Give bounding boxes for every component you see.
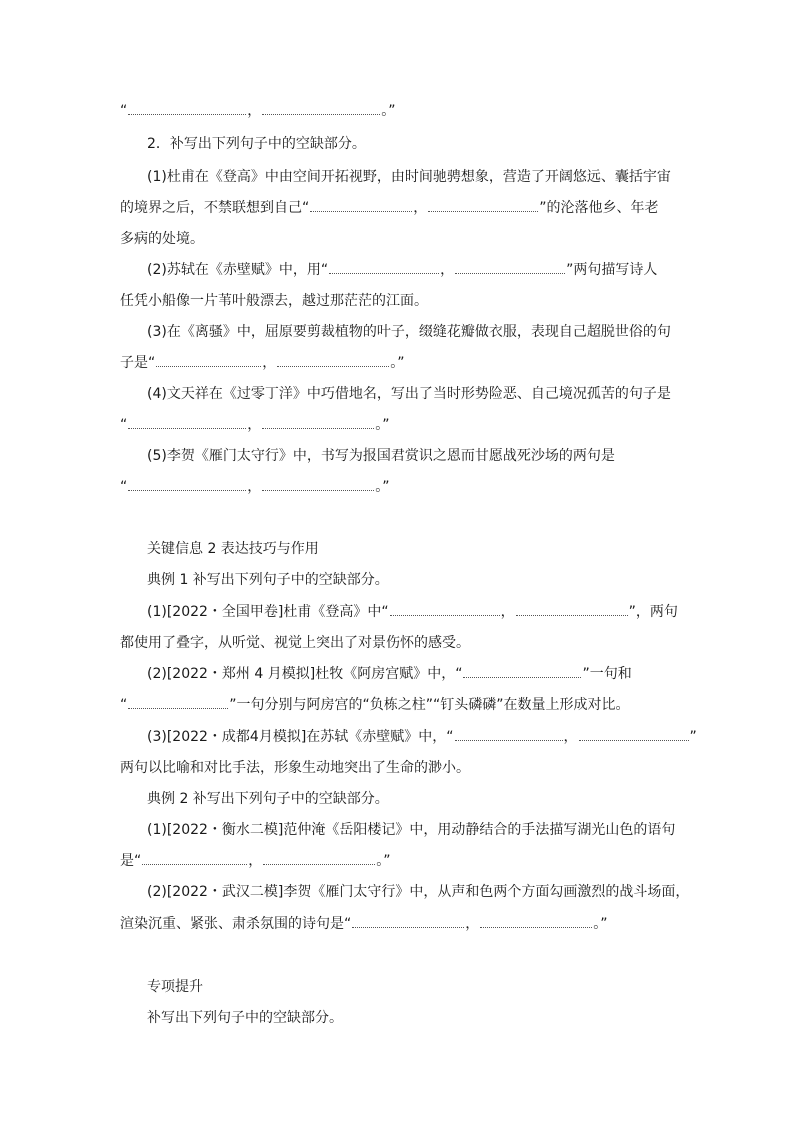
blank[interactable] [480, 915, 592, 928]
blank[interactable] [455, 261, 565, 274]
blank[interactable] [277, 354, 389, 367]
question-text: 两句以比喻和对比手法，形象生动地突出了生命的渺小。 [120, 760, 470, 776]
question-text: 补写出下列句子中的空缺部分。 [147, 1010, 343, 1026]
blank[interactable] [390, 603, 500, 616]
question-text: (3)[2022・成都4月模拟]在苏轼《赤壁赋》中，“ ， ” [147, 729, 697, 745]
section-heading: 专项提升 [147, 979, 203, 995]
question-text: 渲染沉重、紧张、肃杀氛围的诗句是“ ， 。” [120, 916, 608, 932]
question-text: 任凭小船像一片苇叶般漂去，越过那茫茫的江面。 [120, 293, 428, 309]
answer-line: “ ， 。” [120, 103, 396, 119]
blank[interactable] [262, 478, 374, 491]
blank[interactable] [128, 102, 246, 115]
blank[interactable] [455, 728, 563, 741]
blank[interactable] [128, 416, 246, 429]
question-heading: 2．补写出下列句子中的空缺部分。 [147, 136, 366, 152]
question-text: (2)[2022・武汉二模]李贺《雁门太守行》中，从声和色两个方面勾画激烈的战斗场面， [147, 884, 690, 900]
blank[interactable] [428, 199, 538, 212]
blank[interactable] [463, 665, 581, 678]
question-text: (1)杜甫在《登高》中由空间开拓视野，由时间驰骋想象，营造了开阔悠远、囊括宇宙 [147, 169, 671, 185]
section-heading: 关键信息 2 表达技巧与作用 [147, 541, 319, 557]
question-text: 子是“ ， 。” [120, 355, 405, 371]
answer-line: “ ， 。” [120, 417, 390, 433]
blank[interactable] [310, 199, 412, 212]
blank[interactable] [579, 728, 689, 741]
question-text: 多病的处境。 [120, 231, 204, 247]
blank[interactable] [262, 416, 374, 429]
question-text: (4)文天祥在《过零丁洋》中巧借地名，写出了当时形势险恶、自己境况孤苦的句子是 [147, 386, 671, 402]
blank[interactable] [263, 852, 375, 865]
blank[interactable] [128, 478, 246, 491]
blank[interactable] [329, 261, 439, 274]
blank[interactable] [142, 852, 247, 865]
blank[interactable] [128, 696, 228, 709]
question-text: “ ”一句分别与阿房宫的“负栋之柱”“钉头磷磷”在数量上形成对比。 [120, 697, 630, 713]
blank[interactable] [156, 354, 261, 367]
example-heading: 典例 2 补写出下列句子中的空缺部分。 [147, 791, 389, 807]
question-text: (5)李贺《雁门太守行》中，书写为报国君赏识之恩而甘愿战死沙场的两句是 [147, 448, 615, 464]
question-text: (1)[2022・衡水二模]范仲淹《岳阳楼记》中，用动静结合的手法描写湖光山色的语句 [147, 822, 676, 838]
blank[interactable] [516, 603, 628, 616]
blank[interactable] [352, 915, 464, 928]
question-text: (3)在《离骚》中，屈原要剪裁植物的叶子，缀缝花瓣做衣服，表现自己超脱世俗的句 [147, 324, 671, 340]
blank[interactable] [262, 102, 380, 115]
question-text: (1)[2022・全国甲卷]杜甫《登高》中“ ， ”，两句 [147, 604, 678, 620]
question-text: (2)苏轼在《赤壁赋》中，用“ ， ”两句描写诗人 [147, 262, 658, 278]
question-text: 是“ ， 。” [120, 853, 391, 869]
answer-line: “ ， 。” [120, 479, 390, 495]
question-text: (2)[2022・郑州 4 月模拟]杜牧《阿房宫赋》中，“ ”一句和 [147, 666, 632, 682]
question-text: 的境界之后，不禁联想到自己“ ， ”的沦落他乡、年老 [120, 200, 659, 216]
example-heading: 典例 1 补写出下列句子中的空缺部分。 [147, 572, 389, 588]
question-text: 都使用了叠字，从听觉、视觉上突出了对景伤怀的感受。 [120, 635, 470, 651]
